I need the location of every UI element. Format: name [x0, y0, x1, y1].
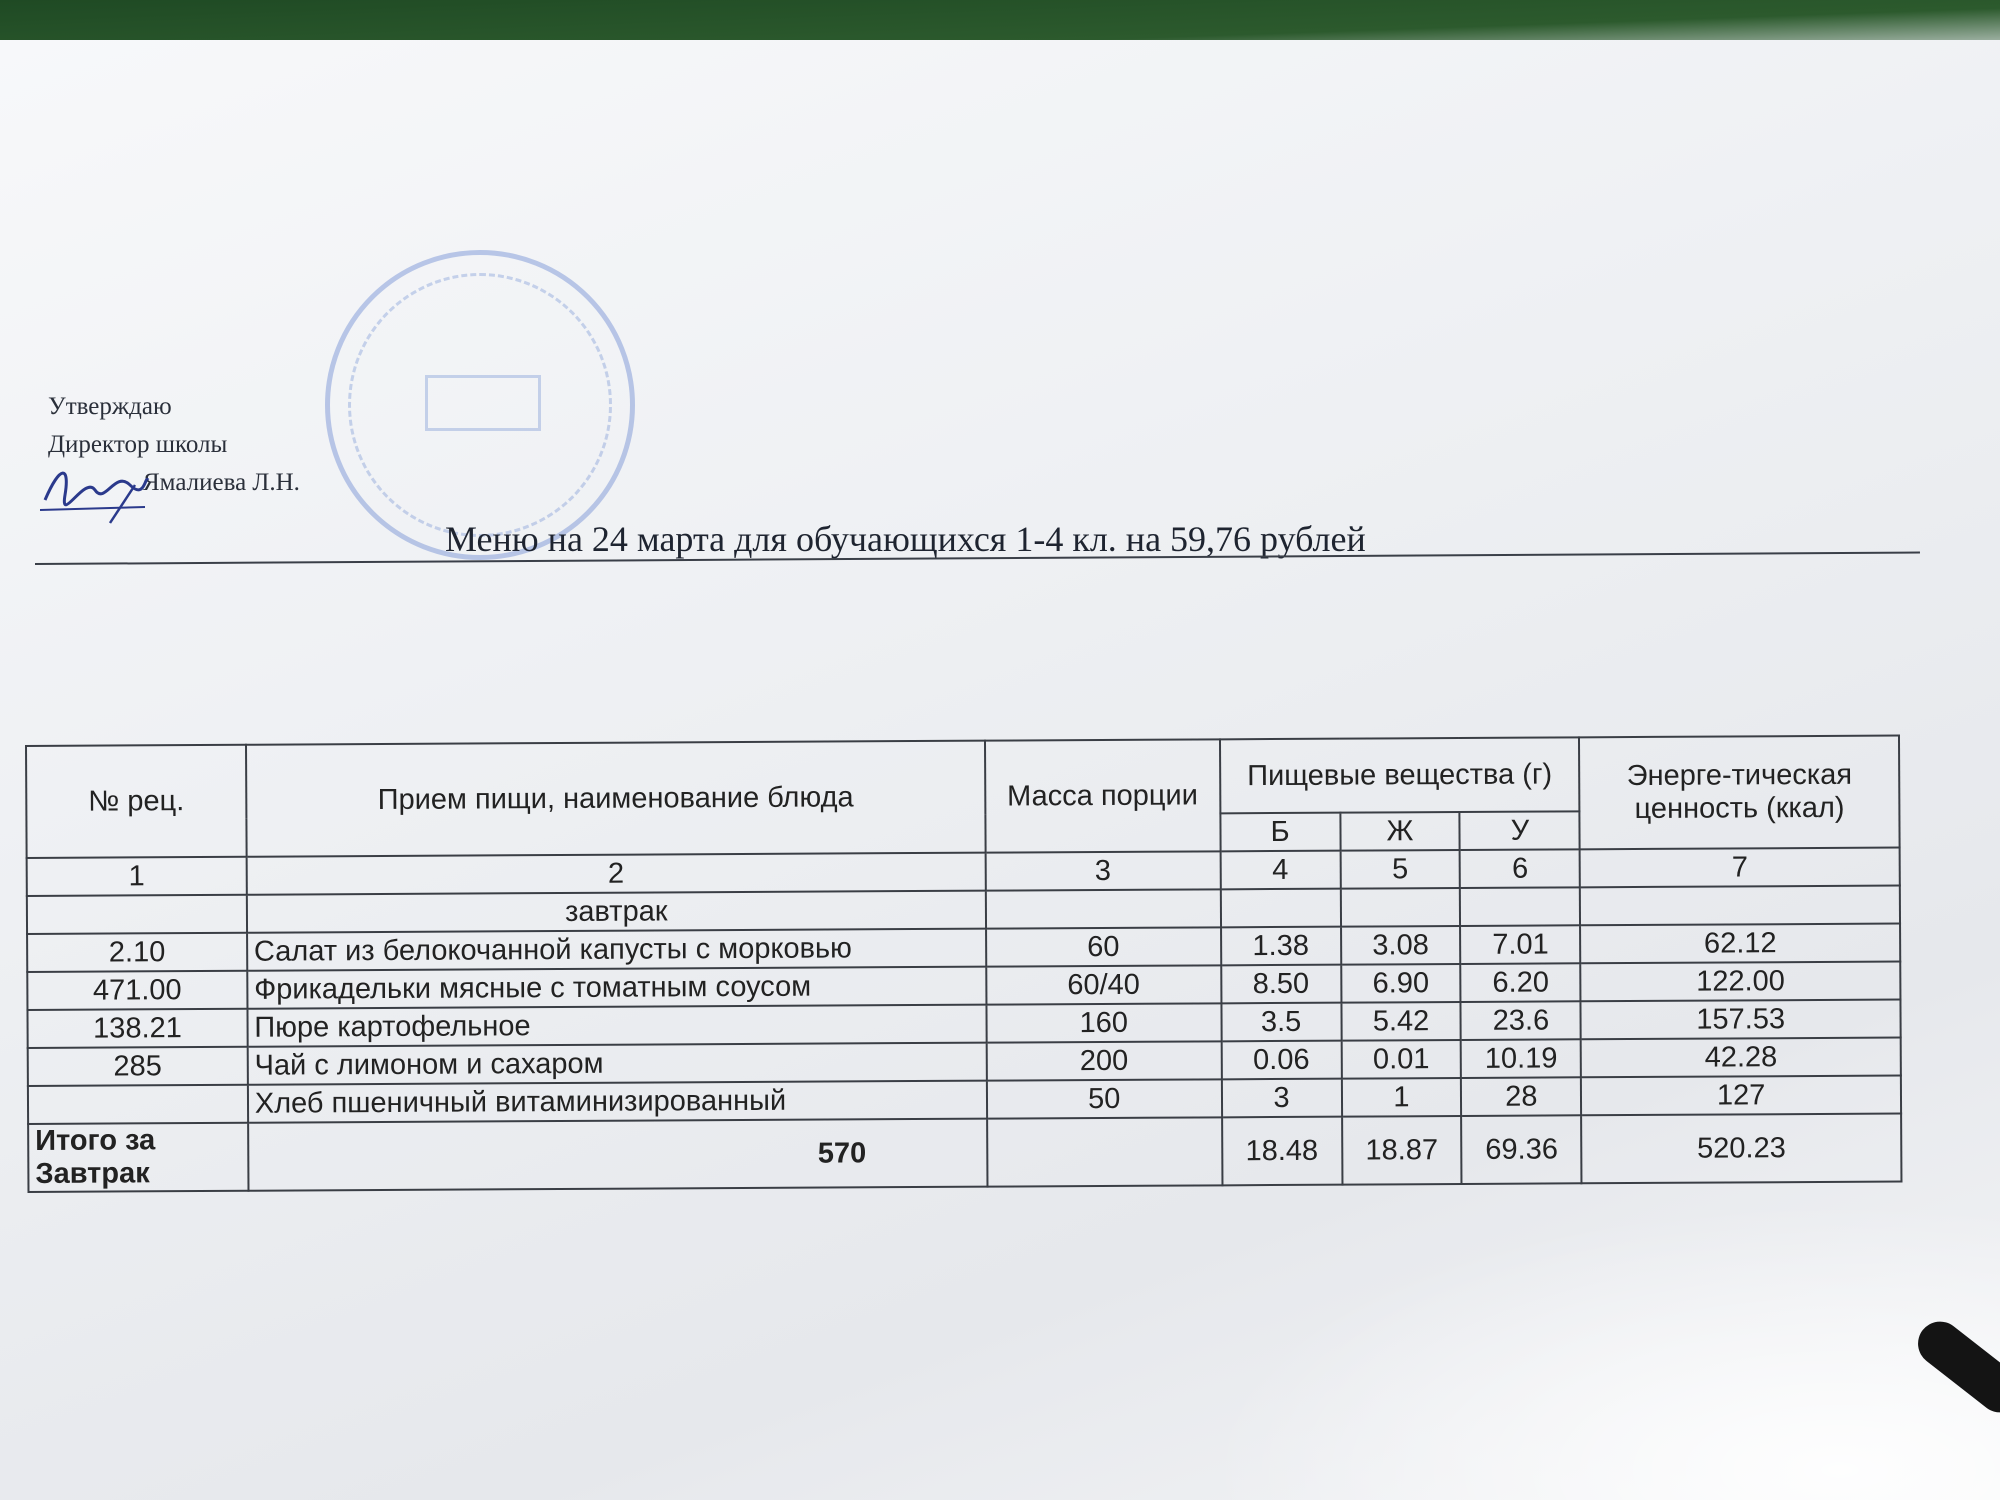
- dish-name: Пюре картофельное: [247, 1005, 986, 1047]
- carb-value: 6.20: [1461, 963, 1581, 1002]
- menu-table: [25, 735, 1902, 1193]
- header-u: У: [1460, 811, 1580, 850]
- energy-value: 122.00: [1581, 962, 1901, 1002]
- fat-value: 6.90: [1341, 964, 1461, 1003]
- protein-value: 8.50: [1221, 965, 1341, 1004]
- dish-name: Фрикадельки мясные с томатным соусом: [247, 967, 986, 1009]
- director-name: Ямалиева Л.Н.: [143, 469, 300, 496]
- section-label: завтрак: [247, 891, 986, 933]
- col-number: 5: [1340, 850, 1460, 889]
- header-num: № рец.: [26, 745, 246, 858]
- portion-mass: 50: [987, 1079, 1222, 1118]
- fat-value: 3.08: [1341, 926, 1461, 965]
- recipe-number: 138.21: [27, 1009, 247, 1048]
- energy-value: 42.28: [1581, 1038, 1901, 1078]
- total-carb: 69.36: [1462, 1115, 1582, 1184]
- portion-mass: 60: [986, 927, 1221, 966]
- protein-value: 3: [1221, 1079, 1341, 1118]
- header-dish: Прием пищи, наименование блюда: [246, 741, 986, 857]
- col-number: 7: [1580, 848, 1900, 888]
- energy-value: 62.12: [1580, 924, 1900, 964]
- portion-mass: 60/40: [986, 965, 1221, 1004]
- header-nutrients: Пищевые вещества (г): [1220, 737, 1580, 813]
- col-number: 1: [27, 857, 247, 896]
- header-mass: Масса порции: [985, 739, 1220, 852]
- dish-name: Чай с лимоном и сахаром: [247, 1043, 986, 1085]
- total-label: Итого за Завтрак: [28, 1123, 248, 1192]
- fat-value: 5.42: [1341, 1002, 1461, 1041]
- header-energy: Энерге-тическая ценность (ккал): [1579, 736, 1899, 850]
- signature-mark: [40, 455, 150, 525]
- official-stamp: [325, 250, 635, 560]
- page-title: Меню на 24 марта для обучающихся 1-4 кл. на 59,76 рублей: [445, 519, 1366, 559]
- col-number: 6: [1460, 849, 1580, 888]
- carb-value: 23.6: [1461, 1001, 1581, 1040]
- header-zh: Ж: [1340, 812, 1460, 851]
- header-row: [26, 736, 1899, 820]
- approval-line-2: Директор школы: [48, 431, 228, 458]
- recipe-number: 285: [28, 1047, 248, 1086]
- protein-value: 1.38: [1221, 927, 1341, 966]
- col-number: 3: [985, 851, 1220, 890]
- carb-value: 10.19: [1461, 1039, 1581, 1078]
- protein-value: 0.06: [1221, 1041, 1341, 1080]
- recipe-number: [28, 1085, 248, 1124]
- col-number: 4: [1220, 851, 1340, 890]
- total-energy: 520.23: [1581, 1114, 1901, 1184]
- dish-name: Хлеб пшеничный витаминизированный: [248, 1081, 987, 1123]
- recipe-number: 2.10: [27, 933, 247, 972]
- protein-value: 3.5: [1221, 1003, 1341, 1042]
- energy-value: 127: [1581, 1076, 1901, 1116]
- approval-line-1: Утверждаю: [48, 393, 172, 420]
- total-fat: 18.87: [1342, 1116, 1462, 1185]
- energy-value: 157.53: [1581, 1000, 1901, 1040]
- total-mass: 570: [248, 1119, 987, 1191]
- header-b: Б: [1220, 813, 1340, 852]
- recipe-number: 471.00: [27, 971, 247, 1010]
- carb-value: 28: [1461, 1077, 1581, 1116]
- dish-name: Салат из белокочанной капусты с морковью: [247, 929, 986, 971]
- portion-mass: 200: [987, 1041, 1222, 1080]
- fat-value: 1: [1341, 1078, 1461, 1117]
- carb-value: 7.01: [1460, 925, 1580, 964]
- total-row: [28, 1114, 1901, 1192]
- portion-mass: 160: [986, 1003, 1221, 1042]
- total-protein: 18.48: [1222, 1117, 1342, 1186]
- menu-table-wrapper: [25, 735, 1902, 1193]
- col-number: 2: [246, 853, 985, 895]
- fat-value: 0.01: [1341, 1040, 1461, 1079]
- light-glare: [1200, 1200, 2000, 1500]
